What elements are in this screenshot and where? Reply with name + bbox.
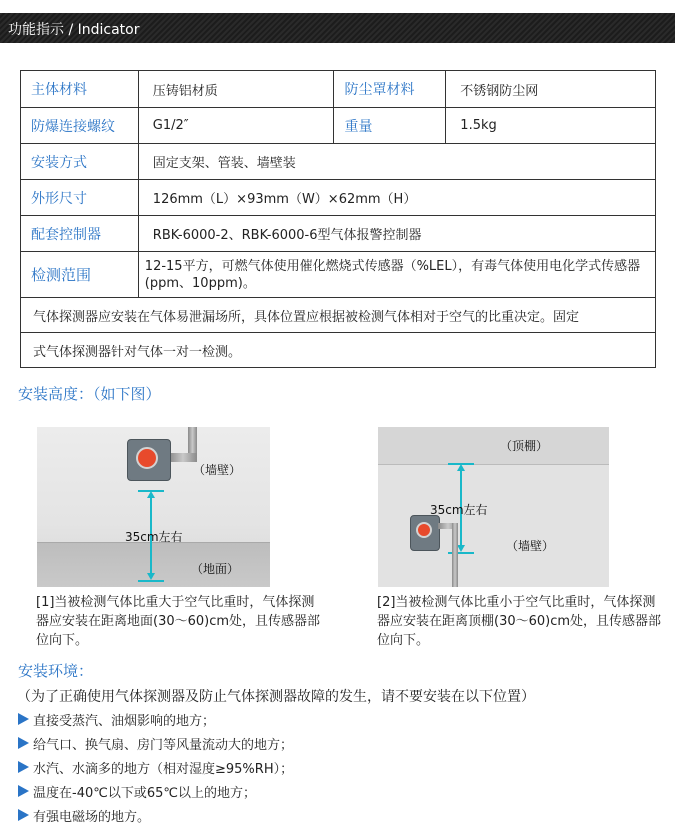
value-detect-range: 12-15平方，可燃气体使用催化燃烧式传感器（%LEL），有毒气体使用电化学式传感器(ppm、10ppm)。 <box>138 252 655 298</box>
table-row <box>21 252 656 298</box>
arrow-down-icon <box>147 573 155 580</box>
pipe <box>452 523 458 587</box>
table-row <box>21 71 656 108</box>
ceiling-label: （顶棚） <box>500 439 549 453</box>
table-row <box>21 108 656 144</box>
caption-ground: [1]当被检测气体比重大于空气比重时，气体探测器应安装在距离地面(30～60)cm处，且传感器部位向下。 <box>36 595 321 648</box>
arrow-right-icon <box>18 761 29 773</box>
table-row <box>21 333 656 368</box>
spec-table <box>20 70 656 368</box>
wall-label: （墙壁） <box>506 539 555 553</box>
label-detect-range: 检测范围 <box>21 252 139 298</box>
distance-label: 35cm左右 <box>430 503 488 517</box>
value-weight: 1.5kg <box>446 108 656 144</box>
value-main-material: 压铸铝材质 <box>138 71 334 108</box>
label-thread: 防爆连接螺纹 <box>21 108 139 144</box>
list-item: 给气口、换气扇、房门等风量流动大的地方； <box>18 731 293 755</box>
photo-ceiling-install <box>378 427 609 587</box>
header-bar <box>0 13 675 43</box>
arrow-right-icon <box>18 809 29 821</box>
arrow-right-icon <box>18 737 29 749</box>
value-controller: RBK-6000-2、RBK-6000-6型气体报警控制器 <box>138 216 655 252</box>
photo-ground-install <box>37 427 270 587</box>
environment-intro: （为了正确使用气体探测器及防止气体探测器故障的发生，请不要安装在以下位置） <box>17 689 535 705</box>
environment-list <box>18 707 293 827</box>
list-item: 水汽、水滴多的地方（相对湿度≥95%RH）； <box>18 755 293 779</box>
table-row <box>21 298 656 333</box>
arrow-right-icon <box>18 713 29 725</box>
wall-label: （墙壁） <box>193 463 242 477</box>
marker-line <box>138 580 164 582</box>
sensor-icon <box>416 522 432 538</box>
list-item: 有强电磁场的地方。 <box>18 803 293 827</box>
environment-title: 安装环境： <box>18 662 94 680</box>
arrow-down-icon <box>457 545 465 552</box>
ground-label: （地面） <box>191 562 240 576</box>
label-weight: 重量 <box>334 108 446 144</box>
value-dimensions: 126mm（L）×93mm（W）×62mm（H） <box>138 180 655 216</box>
label-main-material: 主体材料 <box>21 71 139 108</box>
table-row <box>21 216 656 252</box>
install-height-title: 安装高度：（如下图） <box>18 385 161 403</box>
label-controller: 配套控制器 <box>21 216 139 252</box>
label-dimensions: 外形尺寸 <box>21 180 139 216</box>
ceiling-area <box>378 427 609 465</box>
list-item: 直接受蒸汽、油烟影响的地方； <box>18 707 293 731</box>
value-dust-cover: 不锈钢防尘网 <box>446 71 656 108</box>
list-item: 温度在-40℃以下或65℃以上的地方； <box>18 779 293 803</box>
table-row <box>21 144 656 180</box>
table-row <box>21 180 656 216</box>
header-title: 功能指示 / Indicator <box>8 22 140 38</box>
value-thread: G1/2″ <box>138 108 334 144</box>
label-dust-cover: 防尘罩材料 <box>334 71 446 108</box>
distance-label: 35cm左右 <box>125 530 183 544</box>
install-note-line2: 式气体探测器针对气体一对一检测。 <box>21 333 656 368</box>
value-install-method: 固定支架、管装、墙壁装 <box>138 144 655 180</box>
caption-ceiling: [2]当被检测气体比重小于空气比重时，气体探测器应安装在距离顶棚(30～60)cm处，且传感器部位向下。 <box>377 595 662 648</box>
sensor-icon <box>136 447 158 469</box>
install-note-line1: 气体探测器应安装在气体易泄漏场所，具体位置应根据被检测气体相对于空气的比重决定。固定 <box>21 298 656 333</box>
label-install-method: 安装方式 <box>21 144 139 180</box>
arrow-right-icon <box>18 785 29 797</box>
